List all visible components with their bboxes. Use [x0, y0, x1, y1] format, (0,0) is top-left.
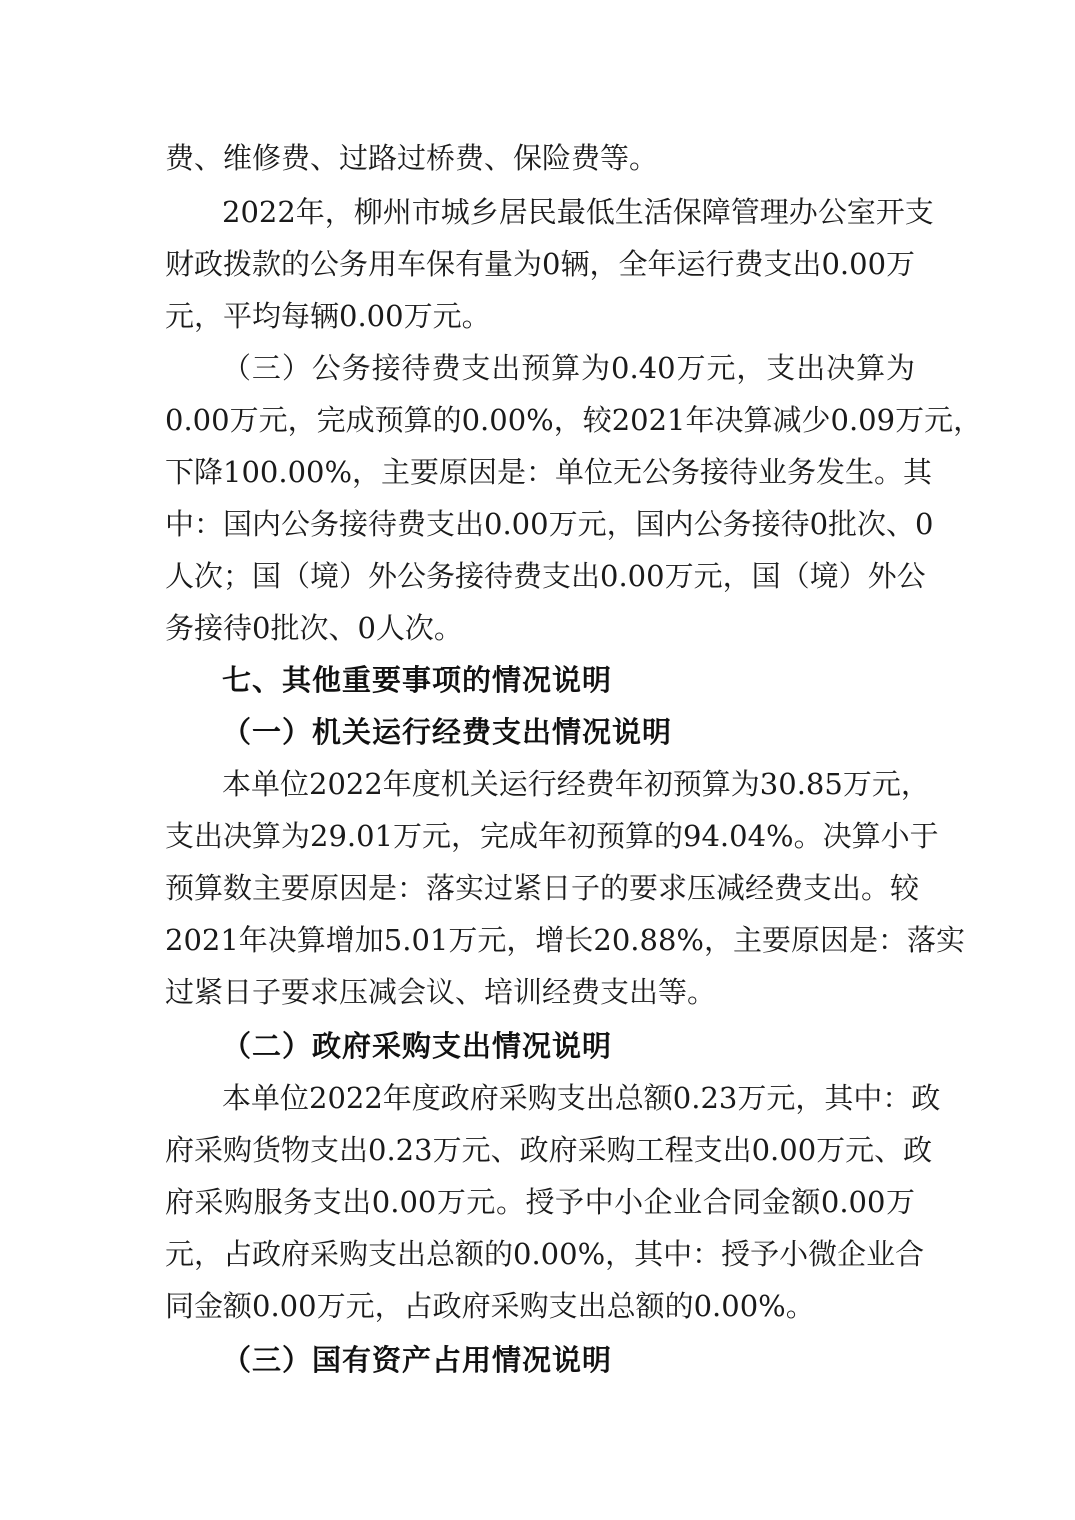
paragraph-line: 0.00万元，完成预算的0.00%，较2021年决算减少0.09万元，: [165, 403, 983, 437]
paragraph-line: 府采购服务支出0.00万元。授予中小企业合同金额0.00万: [165, 1185, 915, 1219]
paragraph-line: 元，占政府采购支出总额的0.00%，其中：授予小微企业合: [165, 1237, 925, 1271]
paragraph-line: 元，平均每辆0.00万元。: [165, 299, 491, 333]
paragraph-line: 费、维修费、过路过桥费、保险费等。: [165, 141, 659, 175]
paragraph-line: 人次；国（境）外公务接待费支出0.00万元，国（境）外公: [165, 559, 926, 593]
paragraph-line: 务接待0批次、0人次。: [165, 611, 463, 645]
paragraph-line: 同金额0.00万元，占政府采购支出总额的0.00%。: [165, 1289, 815, 1323]
subsection-heading: （一）机关运行经费支出情况说明: [222, 715, 673, 749]
paragraph-line: 本单位2022年度政府采购支出总额0.23万元，其中：政: [222, 1081, 941, 1115]
paragraph-line: （三）公务接待费支出预算为0.40万元，支出决算为: [222, 351, 915, 385]
subsection-heading: （三）国有资产占用情况说明: [222, 1343, 613, 1377]
paragraph-line: 本单位2022年度机关运行经费年初预算为30.85万元，: [222, 767, 930, 801]
paragraph-line: 下降100.00%，主要原因是：单位无公务接待业务发生。其: [165, 455, 933, 489]
paragraph-line: 支出决算为29.01万元，完成年初预算的94.04%。决算小于: [165, 819, 939, 853]
paragraph-line: 财政拨款的公务用车保有量为0辆，全年运行费支出0.00万: [165, 247, 916, 281]
paragraph-line: 2022年，柳州市城乡居民最低生活保障管理办公室开支: [222, 195, 934, 229]
paragraph-line: 过紧日子要求压减会议、培训经费支出等。: [165, 975, 717, 1009]
paragraph-line: 中：国内公务接待费支出0.00万元，国内公务接待0批次、0: [165, 507, 934, 541]
paragraph-line: 预算数主要原因是：落实过紧日子的要求压减经费支出。较: [165, 871, 920, 905]
subsection-heading: （二）政府采购支出情况说明: [222, 1029, 613, 1063]
paragraph-line: 府采购货物支出0.23万元、政府采购工程支出0.00万元、政: [165, 1133, 933, 1167]
section-heading: 七、其他重要事项的情况说明: [222, 663, 613, 697]
paragraph-line: 2021年决算增加5.01万元，增长20.88%，主要原因是：落实: [165, 923, 965, 957]
